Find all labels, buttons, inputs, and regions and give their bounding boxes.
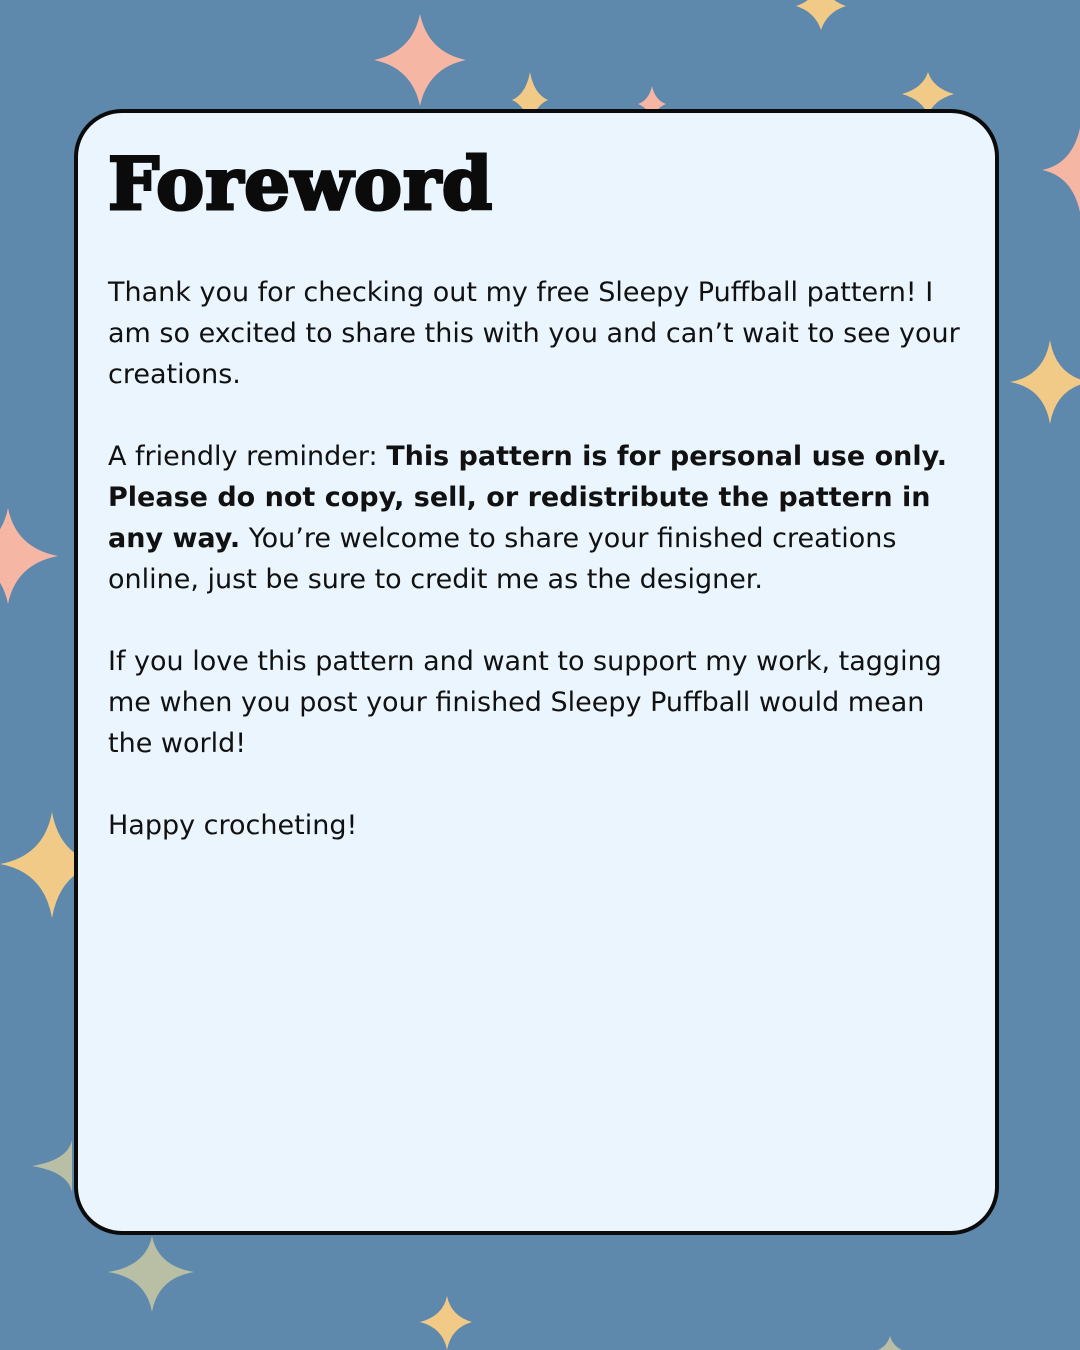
sparkle-icon [878, 1336, 902, 1350]
sparkle-icon [0, 508, 58, 604]
foreword-body [108, 272, 968, 887]
paragraph-thanks: Thank you for checking out my free Sleepy Puffball pattern! I am so excited to share this with you and can’t wait to see your creations. [108, 277, 960, 390]
sparkle-icon [420, 1296, 472, 1350]
reminder-usage-terms: This pattern is for personal use only. Please do not copy, sell, or redistribute the pattern in any way. [108, 441, 947, 554]
sparkle-icon [108, 1236, 194, 1312]
page-title: Foreword [108, 141, 494, 226]
reminder-sharing-note: You’re welcome to share your finished creations online, just be sure to credit me as the designer. [108, 523, 897, 595]
paragraph-support: If you love this pattern and want to support my work, tagging me when you post your finished Sleepy Puffball would mean the world! [108, 646, 942, 759]
sparkle-icon [1010, 340, 1080, 424]
paragraph-reminder [108, 436, 968, 600]
sparkle-icon [796, 0, 846, 30]
sparkle-icon [32, 1140, 72, 1192]
sparkle-icon [374, 14, 466, 106]
reminder-intro: A friendly reminder: [108, 441, 387, 472]
paragraph-signoff: Happy crocheting! [108, 810, 358, 841]
sparkle-icon [1042, 128, 1080, 212]
